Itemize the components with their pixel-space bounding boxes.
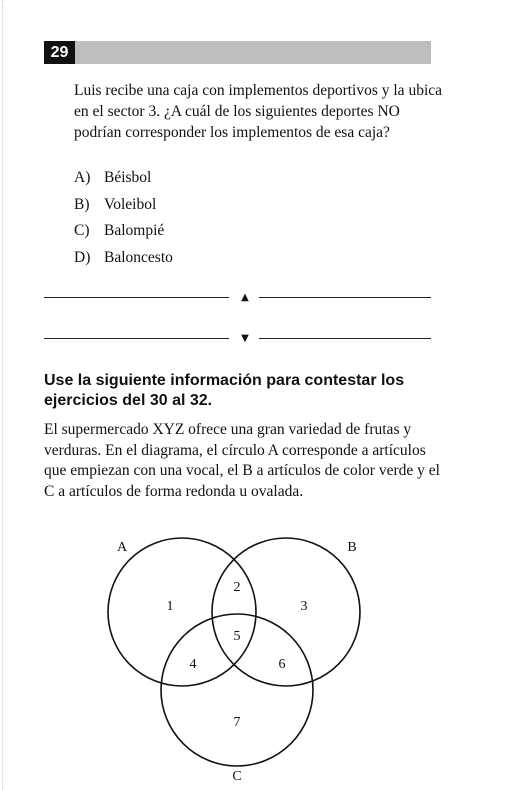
region-7: 7 <box>233 715 241 730</box>
option-text: Voleibol <box>104 195 157 213</box>
region-5: 5 <box>233 629 241 644</box>
circle-b <box>212 538 360 686</box>
info-paragraph: El supermercado XYZ ofrece una gran variedad de frutas y verduras. En el diagrama, el círculo A corresponde a artículos que empiezan con una vocal, el B a artículos de color verde y el C a artículos de forma redonda u ovalada. <box>44 421 440 500</box>
region-1: 1 <box>166 599 174 614</box>
label-circle-a: A <box>116 540 128 555</box>
section-heading: Use la siguiente información para contestar los ejercicios del 30 al 32. <box>44 372 405 409</box>
separator-line <box>259 338 431 339</box>
option-d[interactable] <box>74 248 173 275</box>
answer-options <box>74 168 173 274</box>
option-c[interactable] <box>74 221 173 248</box>
region-2: 2 <box>233 580 241 595</box>
option-text: Béisbol <box>104 169 152 186</box>
option-text: Balompié <box>104 222 165 239</box>
option-a[interactable] <box>74 168 173 195</box>
separator-down <box>44 333 431 345</box>
option-letter: D) <box>74 248 91 266</box>
option-b[interactable] <box>74 195 173 222</box>
region-4: 4 <box>189 657 197 672</box>
separator-line <box>44 297 229 298</box>
option-letter: C) <box>74 222 90 239</box>
question-header-bar <box>44 41 431 64</box>
separator-line <box>259 297 431 298</box>
region-6: 6 <box>278 657 286 672</box>
up-arrow-icon: ▲ <box>241 292 249 303</box>
label-circle-c: C <box>232 769 242 784</box>
option-letter: A) <box>74 169 91 186</box>
down-arrow-icon: ▼ <box>241 333 249 344</box>
question-prompt: Luis recibe una caja con implementos deportivos y la ubica en el sector 3. ¿A cuál de los siguientes deportes NO podrían corresponder los implementos de esa caja? <box>74 82 443 141</box>
separator-line <box>44 338 229 339</box>
separator-up <box>44 292 431 304</box>
region-3: 3 <box>300 599 308 614</box>
venn-diagram <box>0 520 510 790</box>
question-number: 29 <box>44 41 75 64</box>
label-circle-b: B <box>347 540 357 555</box>
option-text: Baloncesto <box>104 248 173 266</box>
option-letter: B) <box>74 195 90 213</box>
